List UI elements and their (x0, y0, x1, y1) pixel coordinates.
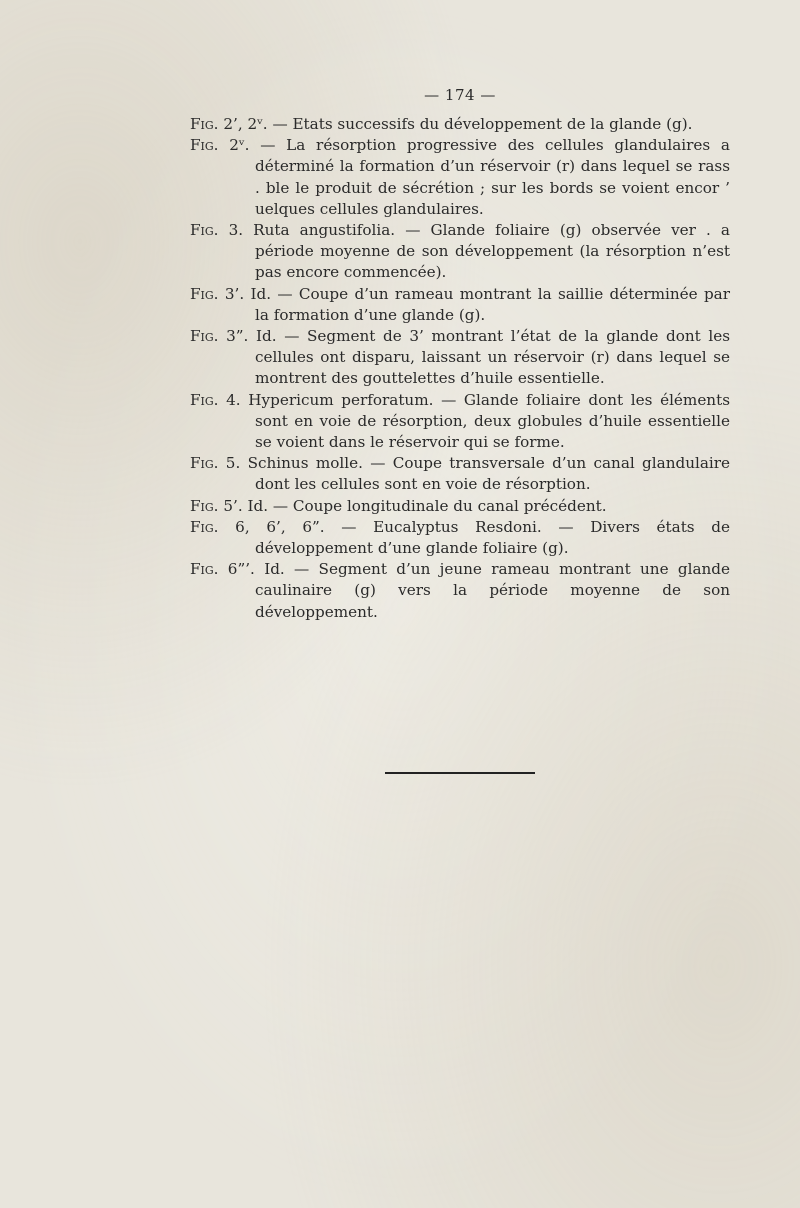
fig-label: Fig. (190, 284, 219, 303)
section-divider (385, 772, 535, 774)
caption-text: 2ᵛ. — La résorption progressive des cellules glandulaires a déterminé la formation d’un réservoir (r) dans lequel se rass . ble le produit de sécrétion ; sur les bords se voient encor ’ uelques cellules glandulaires. (218, 136, 730, 218)
caption-entry (190, 517, 730, 559)
fig-label: Fig. (190, 560, 219, 579)
fig-label: Fig. (190, 136, 219, 155)
caption-entry (190, 453, 730, 495)
caption-entry (190, 114, 730, 135)
fig-label: Fig. (190, 517, 219, 536)
caption-text: 2’, 2ᵛ. — Etats successifs du développement de la glande (g). (218, 115, 693, 133)
figure-captions (190, 114, 730, 623)
caption-entry (190, 326, 730, 390)
caption-text: 6, 6’, 6”. — Eucalyptus Resdoni. — Divers états de développement d’une glande foliaire (g). (218, 517, 730, 558)
caption-text: 6”’. Id. — Segment d’un jeune rameau montrant une glande caulinaire (g) vers la période moyenne de son développement. (218, 560, 730, 621)
caption-entry (190, 220, 730, 284)
fig-label: Fig. (190, 496, 219, 515)
page-number: — 174 — (424, 86, 496, 104)
caption-entry (190, 284, 730, 326)
caption-text: 5. Schinus molle. — Coupe transversale d’un canal glandulaire dont les cellules sont en voie de résorption. (218, 454, 730, 494)
caption-text: 3. Ruta angustifolia. — Glande foliaire (g) observée ver . a période moyenne de son développement (la résorption n’est pas encore commencée). (218, 221, 730, 282)
caption-text: 5’. Id. — Coupe longitudinale du canal précédent. (218, 496, 607, 515)
caption-entry (190, 496, 730, 517)
fig-label: Fig. (190, 221, 219, 240)
fig-label: Fig. (190, 390, 219, 409)
caption-text: 3”. Id. — Segment de 3’ montrant l’état de la glande dont les cellules ont disparu, laissant un réservoir (r) dans lequel se montrent des gouttelettes d’huile essentielle. (218, 327, 730, 388)
fig-label: Fig. (190, 327, 219, 346)
caption-entry (190, 390, 730, 454)
caption-text: 3’. Id. — Coupe d’un rameau montrant la saillie déterminée par la formation d’une glande (g). (218, 284, 730, 324)
caption-entry (190, 135, 730, 220)
caption-text: 4. Hypericum perforatum. — Glande foliaire dont les éléments sont en voie de résorption, deux globules d’huile essentielle se voient dans le réservoir qui se forme. (218, 390, 730, 452)
fig-label: Fig. (190, 454, 219, 473)
fig-label: Fig. (190, 115, 219, 133)
caption-entry (190, 559, 730, 623)
